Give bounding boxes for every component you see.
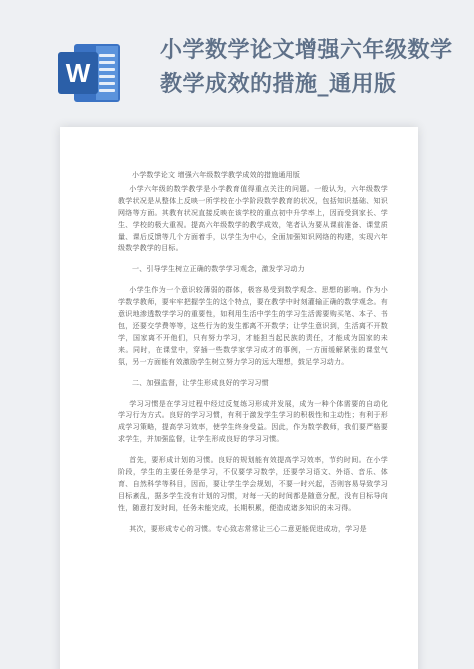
document-body [118, 170, 388, 536]
section-heading-2: 二、加强监督，让学生形成良好的学习习惯 [132, 378, 269, 387]
header [0, 0, 474, 135]
section-heading-1: 一、引导学生树立正确的数学学习观念，激发学习动力 [132, 265, 305, 274]
section2-paragraph-2: 首先，要形成计划的习惯。良好的规划能有效提高学习效率，节约时间。在小学阶段，学生的主要任务是学习，不仅要学习数学，还要学习语文、外语、音乐、体育、自然科学等科目，因而，要让学生学会规划，不要一时兴起，否则容易导致学习目标紊乱，据多学生没有计划的习惯，对每一天的时间都是随意分配，没有目标导向性，随意打发时间，任务未能完成，长期积累，便造成诸多知识的未习得。 [118, 456, 388, 512]
word-logo-letter: W [65, 58, 91, 88]
section2-paragraph-1: 学习习惯是在学习过程中经过反复练习形成并发展，成为一种个体需要的自动化学习行为方式。良好的学习习惯，有利于激发学生学习的积极性和主动性；有利于形成学习策略，提高学习效率，使学生终身受益。因此，作为数学教师，我们要严格要求学生，并加强监督，让学生形成良好的学习习惯。 [118, 399, 388, 444]
intro-paragraph: 小学六年级的数学教学是小学教育值得重点关注的问题。一般认为，六年级数学教学状况是从整体上反映一所学校在小学阶段数学教育的状况，包括知识基础、知识网络等方面。其教有状况直接反映在该学校的重点初中升学率上，因而受到家长、学生、学校的极大重视。提高六年级数学的教学成效，笔者认为要从课前准备、课堂质量、课后反馈等几个方面着手，以学生为中心，全面加强知识网络的构建，实现六年级数学教学的目标。 [118, 184, 388, 253]
document-page [68, 128, 410, 669]
section2-paragraph-3: 其次，要形成专心的习惯。专心致志常常让三心二意更能促进成功，学习是 [129, 524, 367, 533]
doc-title: 小学数学论文 增强六年级数学教学成效的措施通用版 [132, 171, 301, 179]
section1-paragraph: 小学生作为一个意识较薄弱的群体，极容易受到数学观念、思想的影响。作为小学数学教师，要牢牢把握学生的这个特点，要在教学中时刻灌输正确的数学观念。有意识地渗透数学学习的重要性，如利用生活中学生的学习生活需要购买笔、本子、书包，还要交学费等等，这些行为的发生都离不开数学；让学生意识到，生活离不开数学，国家离不开他们，只有努力学习，才能担当起民族的责任，才能成为国家的未来。同时，在课堂中，穿插一些数学家学习成才的事例，一方面缓解紧张的课堂气氛，另一方面能有效激励学生树立努力学习的远大理想，鼓足学习动力。 [118, 286, 388, 366]
document-title [160, 34, 460, 102]
word-icon [56, 40, 122, 106]
title-line-2: 教学成效的措施_通用版 [160, 72, 397, 97]
title-line-1: 小学数学论文增强六年级数学 [160, 38, 453, 63]
